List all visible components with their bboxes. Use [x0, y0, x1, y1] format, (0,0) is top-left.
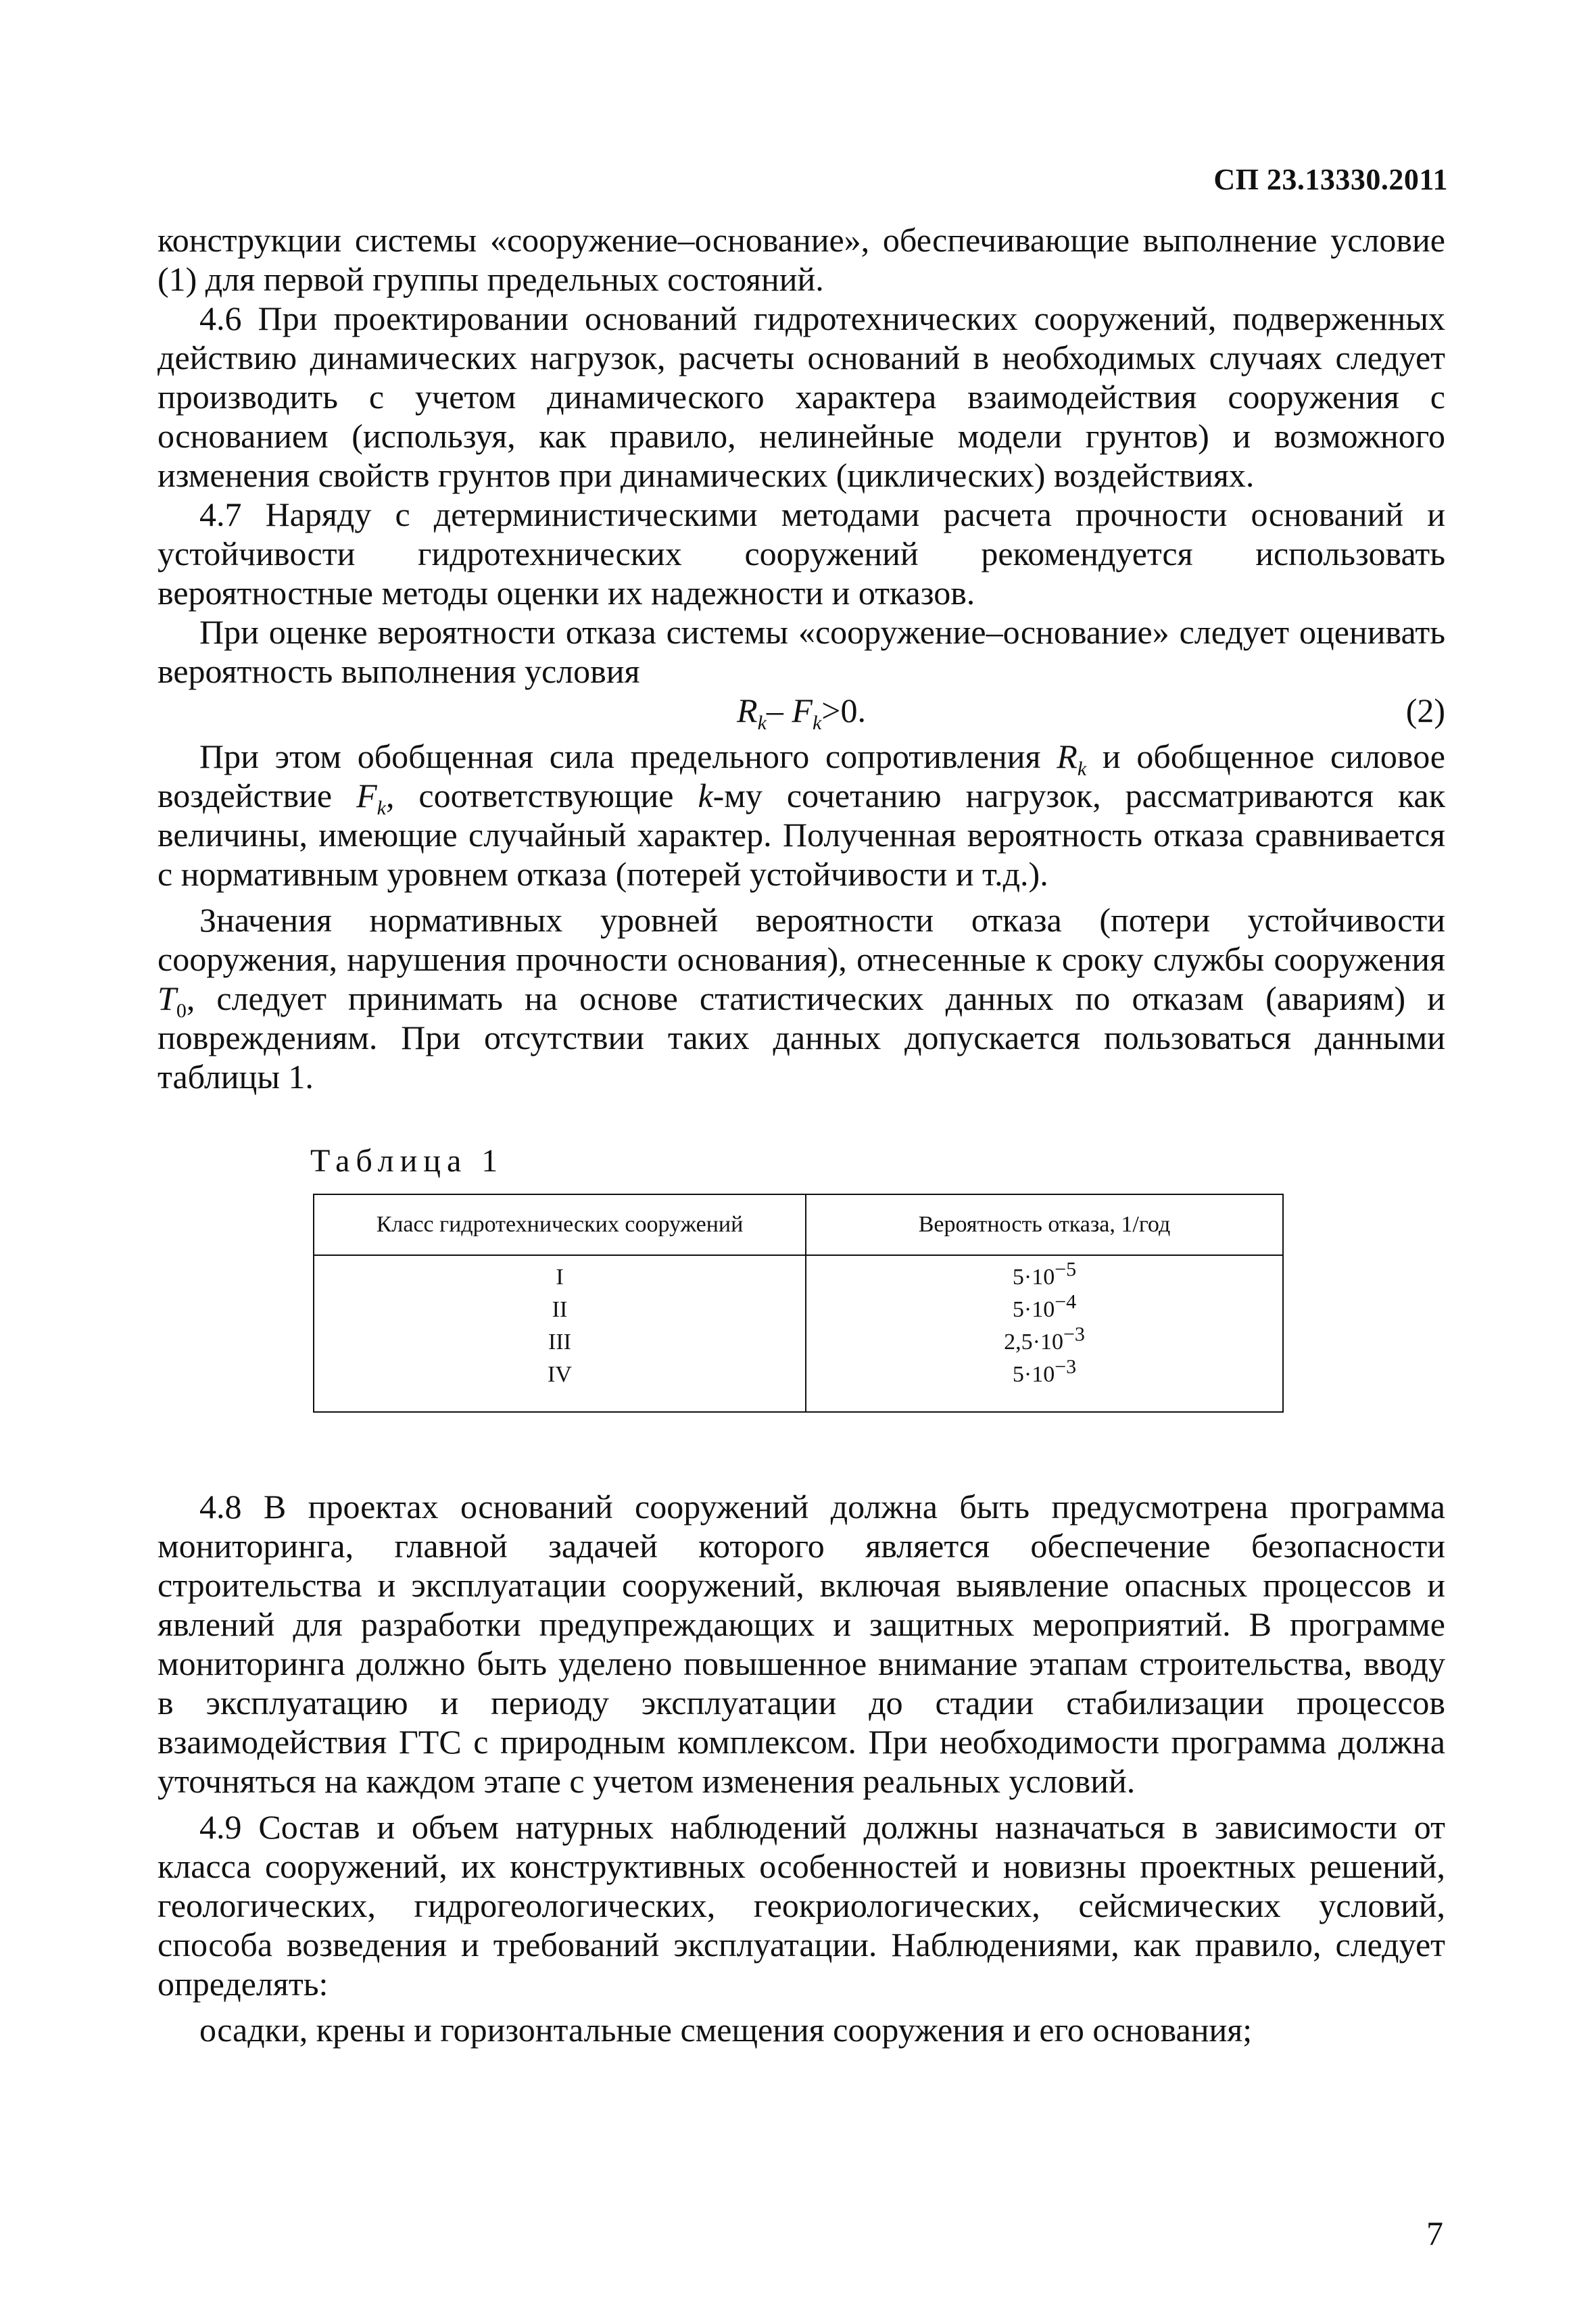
- paragraph-failure-probability: При оценке вероятности отказа системы «сооружение–основание» следует оценивать вероятность выполнения условия: [158, 613, 1445, 690]
- paragraph-continuation: конструкции системы «сооружение–основание», обеспечивающие выполнение условие (1) для первой группы предельных состояний.: [158, 221, 1445, 298]
- table-caption: Таблица 1: [310, 1143, 504, 1179]
- body-text-section-1: [158, 220, 1445, 1096]
- page-number: 7: [1426, 2214, 1443, 2252]
- probability-cell: $2,5\cdot 10^{-3}$: [1004, 1323, 1085, 1355]
- document-code: СП 23.13330.2011: [1213, 163, 1448, 196]
- probability-cell: $5\cdot 10^{-4}$: [1012, 1290, 1077, 1322]
- class-cell: I: [556, 1265, 564, 1290]
- paragraph-list-item: осадки, крены и горизонтальные смещения сооружения и его основания;: [199, 2011, 1253, 2049]
- class-cell: II: [552, 1297, 568, 1322]
- probability-cell: $5\cdot 10^{-3}$: [1012, 1355, 1077, 1387]
- table-header-class: Класс гидротехнических сооружений: [314, 1194, 806, 1255]
- body-text-section-2: [158, 1487, 1445, 2049]
- paragraph-normative-levels: Значения нормативных уровней вероятности отказа (потери устойчивости сооружения, нарушения прочности основания), отнесенные к сроку службы сооружения $T_0$, следует принимать на основе статистических данных по отказам (авариям) и повреждениям. При отсутствии таких данных допускается пользоваться данными таблицы 1.: [158, 901, 1445, 1096]
- class-cell: III: [548, 1330, 571, 1355]
- formula-number: (2): [1405, 691, 1445, 729]
- class-column: [314, 1255, 806, 1412]
- paragraph-4-7: 4.7 Наряду с детерминистическими методами расчета прочности оснований и устойчивости гидротехнических сооружений рекомендуется использовать вероятностные методы оценки их надежности и отказов.: [158, 495, 1445, 612]
- formula-2: $R_k-$ $F_k>0$. (2): [737, 691, 1445, 734]
- formula-expression: $R_k$: [737, 691, 767, 734]
- paragraph-4-9: 4.9 Состав и объем натурных наблюдений должны назначаться в зависимости от класса сооружений, их конструктивных особенностей и новизны проектных решений, геологических, гидрогеологических, геокриологических, сейсмических условий, способа возведения и требований эксплуатации. Наблюдениями, как правило, следует определять:: [158, 1808, 1445, 2003]
- probability-column: [806, 1255, 1283, 1412]
- paragraph-4-8: 4.8 В проектах оснований сооружений должна быть предусмотрена программа мониторинга, главной задачей которого является обеспечение безопасности строительства и эксплуатации сооружений, включая выявление опасных процессов и явлений для разработки предупреждающих и защитных мероприятий. В программе мониторинга должно быть уделено повышенное внимание этапам строительства, вводу в эксплуатацию и периоду эксплуатации до стадии стабилизации процессов взаимодействия ГТС с природным комплексом. При необходимости программа должна уточняться на каждом этапе с учетом изменения реальных условий.: [158, 1488, 1445, 1800]
- failure-probability-table: [313, 1194, 1284, 1413]
- table-header-probability: Вероятность отказа, 1/год: [806, 1194, 1283, 1255]
- probability-cell: $5\cdot 10^{-5}$: [1012, 1258, 1077, 1290]
- class-cell: IV: [548, 1362, 572, 1387]
- paragraph-4-6: 4.6 При проектировании оснований гидротехнических сооружений, подверженных действию динамических нагрузок, расчеты оснований в необходимых случаях следует производить с учетом динамического характера взаимодействия сооружения с основанием (используя, как правило, нелинейные модели грунтов) и возможного изменения свойств грунтов при динамических (циклических) воздействиях.: [158, 299, 1445, 494]
- table-row: [314, 1255, 1283, 1412]
- paragraph-generalized-forces: При этом обобщенная сила предельного сопротивления $R_k$ и обобщенное силовое воздействие $F_k$, соответствующие k-му сочетанию нагрузок, рассматриваются как величины, имеющие случайный характер. Полученная вероятность отказа сравнивается с нормативным уровнем отказа (потерей устойчивости и т.д.).: [158, 737, 1446, 893]
